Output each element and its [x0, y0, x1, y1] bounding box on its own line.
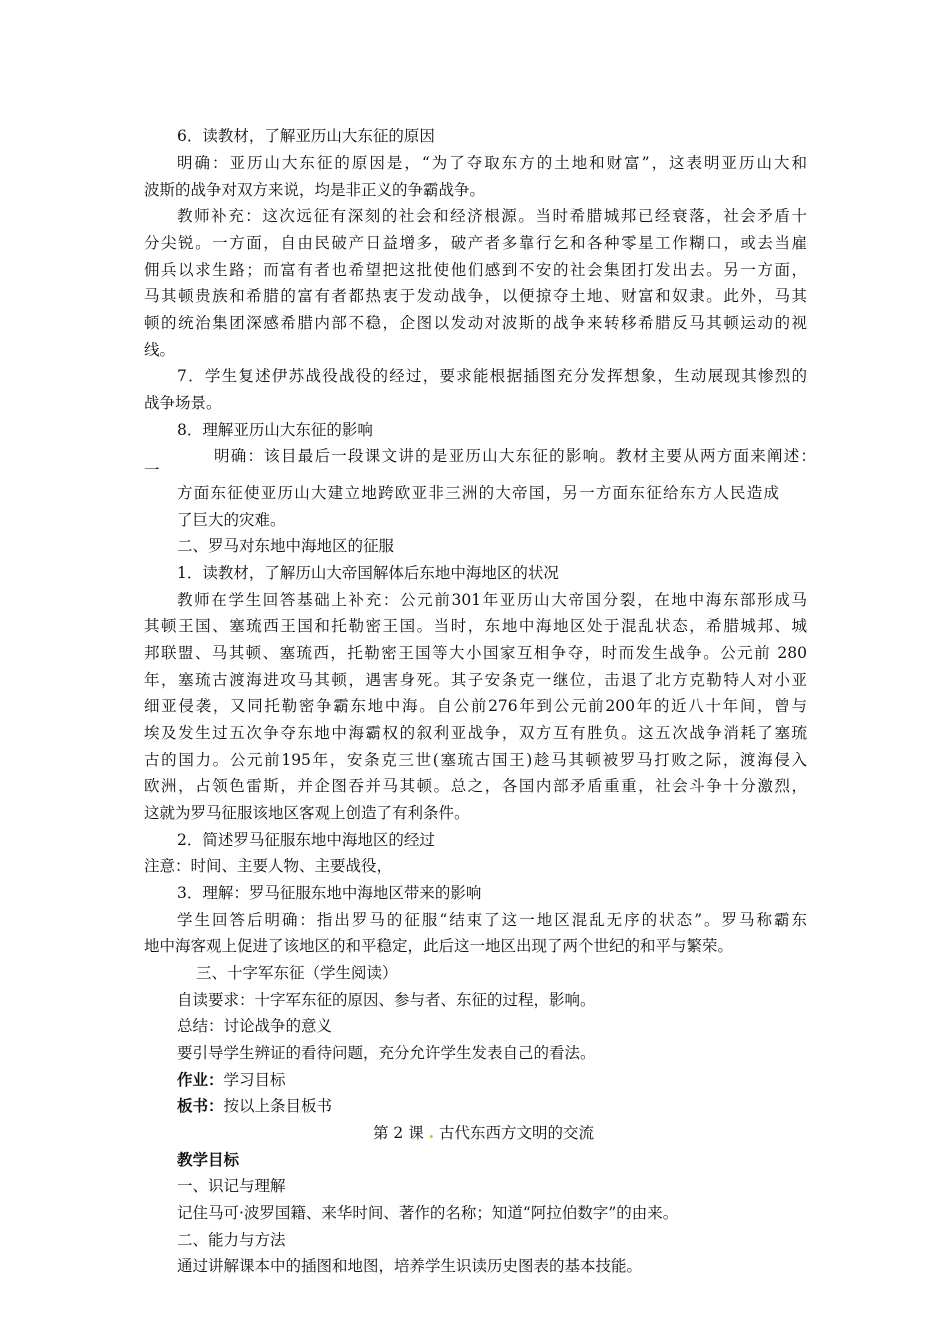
paragraph-line: 教师补充：这次远征有深刻的社会和经济根源。当时希腊城邦已经衰落，社会矛盾十 — [177, 207, 807, 225]
board-text: 按以上条目板书 — [223, 1097, 333, 1115]
paragraph-line: 顿的统治集团深感希腊内部不稳，企图以发动对波斯的战争来转移希腊反马其顿运动的视 — [144, 314, 807, 332]
objective-text: 通过讲解课本中的插图和地图，培养学生识读历史图表的基本技能。 — [177, 1257, 643, 1275]
paragraph-line: 学生回答后明确：指出罗马的征服“结束了这一地区混乱无序的状态”。罗马称霸东 — [177, 911, 807, 929]
section-heading: 二、罗马对东地中海地区的征服 — [177, 537, 395, 555]
list-item-3: 3．理解：罗马征服东地中海地区带来的影响 — [177, 884, 482, 902]
lesson-title — [373, 1123, 594, 1143]
paragraph-line: 分尖锐。一方面，自由民破产日益增多，破产者多靠行乞和各种零星工作糊口，或去当雇 — [144, 234, 807, 252]
list-item-1: 1．读教材，了解历山大帝国解体后东地中海地区的状况 — [177, 564, 559, 582]
objective-heading: 一、识记与理解 — [177, 1177, 286, 1195]
lesson-number: 第 2 课 — [373, 1124, 424, 1142]
paragraph-line: 地中海客观上促进了该地区的和平稳定，此后这一地区出现了两个世纪的和平与繁荣。 — [144, 937, 734, 955]
board-line — [177, 1096, 332, 1116]
homework-text: 学习目标 — [223, 1071, 286, 1089]
paragraph-line: 自读要求：十字军东征的原因、参与者、东征的过程，影响。 — [177, 991, 596, 1009]
homework-line — [177, 1070, 286, 1090]
homework-label: 作业： — [177, 1070, 224, 1089]
paragraph-line: 波斯的战争对双方来说，均是非正义的争霸战争。 — [144, 181, 486, 199]
paragraph-line: 细亚侵袭，又同托勒密争霸东地中海。自公前276年到公元前200年的近八十年间，曾与 — [144, 697, 807, 715]
paragraph-line: 战争场景。 — [144, 394, 222, 412]
objective-heading: 二、能力与方法 — [177, 1231, 286, 1249]
board-label: 板书： — [177, 1096, 224, 1115]
paragraph-line: 总结：讨论战争的意义 — [177, 1017, 333, 1035]
paragraph-line: 年，塞琉古渡海进攻马其顿，遇害身死。其子安条克一继位，击退了北方克勒特人对小亚 — [144, 671, 807, 689]
lesson-title-text: 古代东西方文明的交流 — [439, 1124, 595, 1142]
list-item-7: 7．学生复述伊苏战役战役的经过，要求能根据插图充分发挥想象，生动展现其惨烈的 — [177, 367, 807, 385]
paragraph-line: 线。 — [144, 341, 176, 359]
paragraph-line: 方面东征使亚历山大建立地跨欧亚非三洲的大帝国，另一方面东征给东方人民造成 — [177, 484, 779, 502]
paragraph-line: 佣兵以求生路；而富有者也希望把这批使他们感到不安的社会集团打发出去。另一方面， — [144, 261, 807, 279]
objectives-heading: 教学目标 — [177, 1150, 240, 1169]
paragraph-line: 邦联盟、马其顿、塞琉西，托勒密王国等大小国家互相争夺，时而发生战争。公元前 280 — [144, 644, 807, 662]
paragraph-line: 其顿王国、塞琉西王国和托勒密王国。当时，东地中海地区处于混乱状态，希腊城邦、城 — [144, 617, 807, 635]
paragraph-line: 注意：时间、主要人物、主要战役， — [144, 857, 393, 875]
paragraph-line: 了巨大的灾难。 — [177, 511, 286, 529]
paragraph-line: 古的国力。公元前195年，安条克三世(塞琉古国王)趁马其顿被罗马打败之际，渡海侵入 — [144, 751, 807, 769]
paragraph-line: 教师在学生回答基础上补充：公元前301年亚历山大帝国分裂，在地中海东部形成马 — [177, 591, 807, 609]
paragraph-line: 这就为罗马征服该地区客观上创造了有利条件。 — [144, 804, 470, 822]
paragraph-line: 明确：该目最后一段课文讲的是亚历山大东征的影响。教材主要从两方面来阐述： — [214, 447, 816, 465]
list-item-6: 6．读教材，了解亚历山大东征的原因 — [177, 127, 435, 145]
paragraph-line: 明确：亚历山大东征的原因是，“为了夺取东方的土地和财富”，这表明亚历山大和 — [177, 154, 807, 172]
objective-text: 记住马可·波罗国籍、来华时间、著作的名称；知道“阿拉伯数字”的由来。 — [177, 1204, 679, 1222]
section-heading: 三、十字军东征（学生阅读） — [196, 964, 398, 982]
paragraph-line: 要引导学生辨证的看待问题，充分允许学生发表自己的看法。 — [177, 1044, 596, 1062]
paragraph-line: 埃及发生过五次争夺东地中海霸权的叙利亚战争，双方互有胜负。这五次战争消耗了塞琉 — [144, 724, 807, 742]
paragraph-line: 欧洲，占领色雷斯，并企图吞并马其顿。总之，各国内部矛盾重重，社会斗争十分激烈， — [144, 777, 807, 795]
list-item-2: 2．简述罗马征服东地中海地区的经过 — [177, 831, 435, 849]
paragraph-line: 一 — [144, 461, 160, 479]
list-item-8: 8．理解亚历山大东征的影响 — [177, 421, 373, 439]
paragraph-line: 马其顿贵族和希腊的富有者都热衷于发动战争，以便掠夺土地、财富和奴隶。此外，马其 — [144, 287, 807, 305]
lesson-title-dot: . — [428, 1123, 435, 1142]
